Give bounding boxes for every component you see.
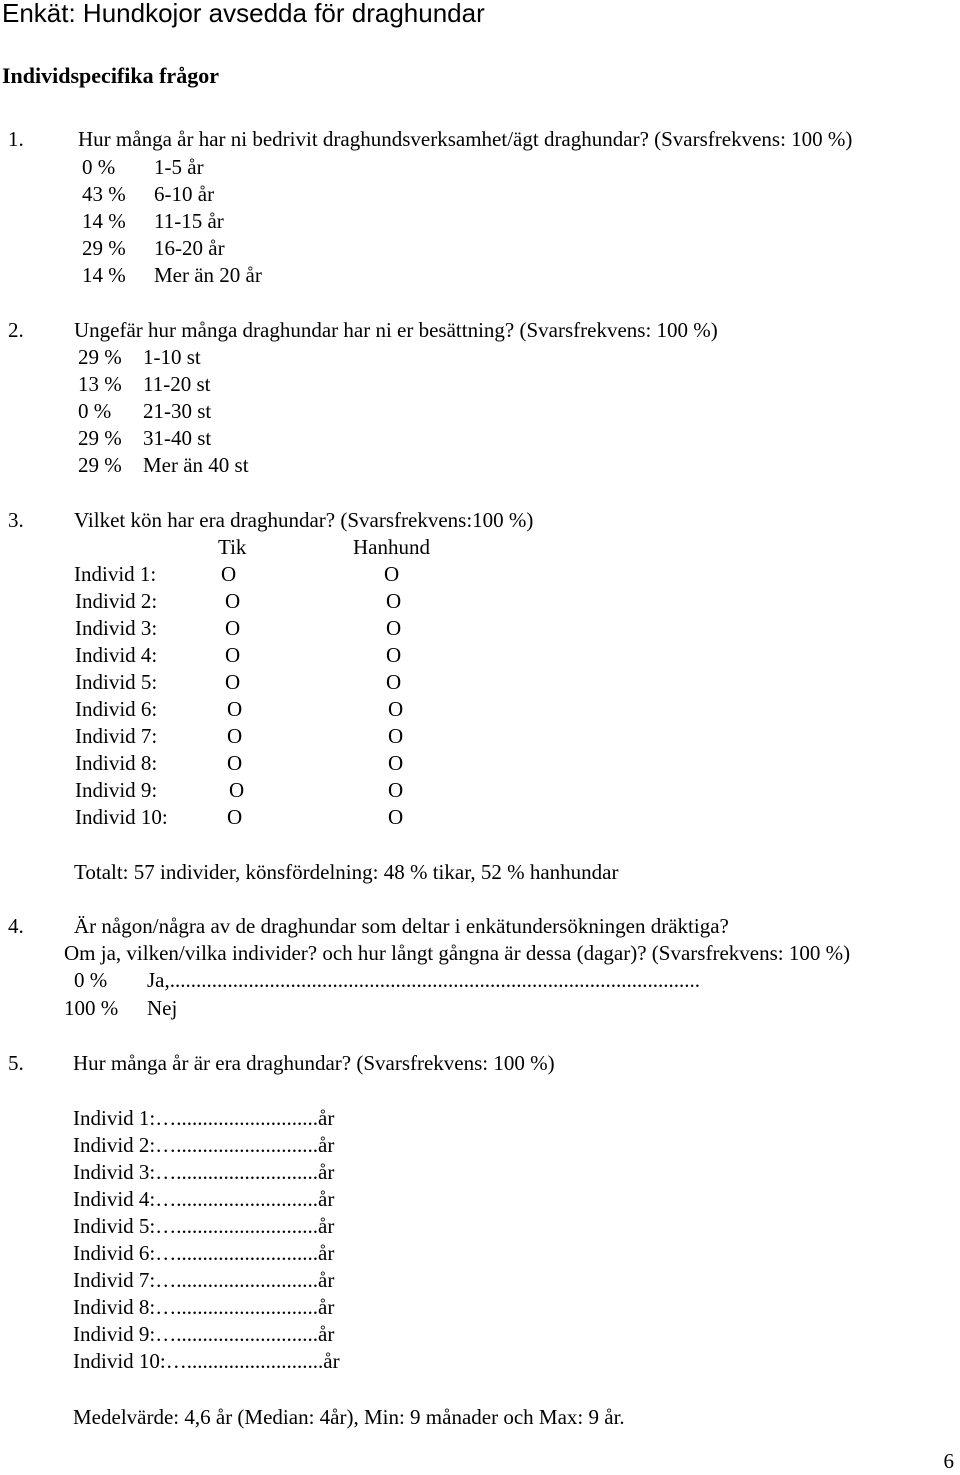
q1-text: Hur många år har ni bedrivit draghundsverksamhet/ägt draghundar? (Svarsfrekvens: 100 %) [78,127,853,151]
q5-age-field[interactable]: Individ 9:…...........................år [73,1322,335,1346]
q3-row-label: Individ 8: [75,751,158,775]
q5-age-field[interactable]: Individ 10:…..........................år [73,1349,340,1373]
q3-tik-radio[interactable]: O [225,643,241,667]
q3-hanhund-radio[interactable]: O [386,616,402,640]
q3-hanhund-radio[interactable]: O [384,562,400,586]
q1-opt-pct: 14 % [82,209,126,233]
q4-opt-label: Nej [147,996,178,1020]
q2-opt-label: 31-40 st [143,426,212,450]
q2-number: 2. [8,318,24,342]
q1-opt-label: 16-20 år [154,236,225,260]
q3-row-label: Individ 5: [75,670,158,694]
q3-tik-radio[interactable]: O [225,616,241,640]
q3-tik-radio[interactable]: O [225,670,241,694]
q4-opt-pct: 100 % [64,996,119,1020]
document-title: Enkät: Hundkojor avsedda för draghundar [2,0,485,28]
q2-opt-label: 11-20 st [143,372,211,396]
q3-tik-radio[interactable]: O [227,697,243,721]
q5-age-field[interactable]: Individ 6:…...........................år [73,1241,335,1265]
page-number: 6 [943,1449,954,1473]
q2-opt-pct: 0 % [78,399,112,423]
q5-age-field[interactable]: Individ 2:…...........................år [73,1133,335,1157]
q4-opt-label: Ja,..................................................................................................... [147,968,700,992]
q5-summary: Medelvärde: 4,6 år (Median: 4år), Min: 9 månader och Max: 9 år. [73,1405,625,1429]
q3-hanhund-radio[interactable]: O [386,670,402,694]
q3-row-label: Individ 2: [75,589,158,613]
q3-total: Totalt: 57 individer, könsfördelning: 48 % tikar, 52 % hanhundar [74,860,619,884]
section-heading: Individspecifika frågor [2,63,219,88]
q3-tik-radio[interactable]: O [227,751,243,775]
q2-opt-pct: 29 % [78,453,122,477]
q4-text-2: Om ja, vilken/vilka individer? och hur långt gångna är dessa (dagar)? (Svarsfrekvens: 100 %) [64,941,851,965]
q1-opt-label: 11-15 år [154,209,224,233]
q3-hanhund-radio[interactable]: O [386,589,402,613]
q5-age-field[interactable]: Individ 3:…...........................år [73,1160,335,1184]
q3-row-label: Individ 10: [75,805,168,829]
q3-hanhund-radio[interactable]: O [388,778,404,802]
q2-opt-pct: 13 % [78,372,122,396]
q2-text: Ungefär hur många draghundar har ni er besättning? (Svarsfrekvens: 100 %) [74,318,718,342]
q3-number: 3. [8,508,24,532]
q2-opt-label: 1-10 st [143,345,201,369]
q3-row-label: Individ 1: [74,562,157,586]
q1-opt-pct: 14 % [82,263,126,287]
q3-tik-radio[interactable]: O [227,724,243,748]
q1-opt-pct: 29 % [82,236,126,260]
q3-hanhund-radio[interactable]: O [386,643,402,667]
q3-hanhund-radio[interactable]: O [388,805,404,829]
q5-number: 5. [8,1051,24,1075]
q3-row-label: Individ 4: [75,643,158,667]
q4-number: 4. [8,914,24,938]
q3-row-label: Individ 6: [75,697,158,721]
q3-tik-radio[interactable]: O [225,589,241,613]
q5-age-field[interactable]: Individ 7:…...........................år [73,1268,335,1292]
q5-text: Hur många år är era draghundar? (Svarsfrekvens: 100 %) [73,1051,555,1075]
q1-opt-label: Mer än 20 år [154,263,262,287]
q3-row-label: Individ 3: [75,616,158,640]
q3-tik-radio[interactable]: O [229,778,245,802]
q3-col-hanhund: Hanhund [353,535,430,559]
q5-age-field[interactable]: Individ 4:…...........................år [73,1187,335,1211]
q3-hanhund-radio[interactable]: O [388,697,404,721]
q5-age-field[interactable]: Individ 1:…...........................år [73,1106,335,1130]
q3-col-tik: Tik [218,535,247,559]
q1-opt-pct: 0 % [82,155,116,179]
q1-opt-label: 1-5 år [154,155,204,179]
q3-tik-radio[interactable]: O [227,805,243,829]
q1-opt-label: 6-10 år [154,182,215,206]
q4-opt-pct: 0 % [74,968,108,992]
q1-number: 1. [8,127,24,151]
q5-age-field[interactable]: Individ 8:…...........................år [73,1295,335,1319]
q4-text: Är någon/några av de draghundar som deltar i enkätundersökningen dräktiga? [74,914,729,938]
q3-text: Vilket kön har era draghundar? (Svarsfrekvens:100 %) [74,508,534,532]
q3-row-label: Individ 9: [75,778,158,802]
q2-opt-label: Mer än 40 st [143,453,249,477]
q1-opt-pct: 43 % [82,182,126,206]
q2-opt-label: 21-30 st [143,399,212,423]
q2-opt-pct: 29 % [78,345,122,369]
q2-opt-pct: 29 % [78,426,122,450]
q3-hanhund-radio[interactable]: O [388,724,404,748]
q3-tik-radio[interactable]: O [221,562,237,586]
q3-row-label: Individ 7: [75,724,158,748]
q5-age-field[interactable]: Individ 5:…...........................år [73,1214,335,1238]
q3-hanhund-radio[interactable]: O [388,751,404,775]
